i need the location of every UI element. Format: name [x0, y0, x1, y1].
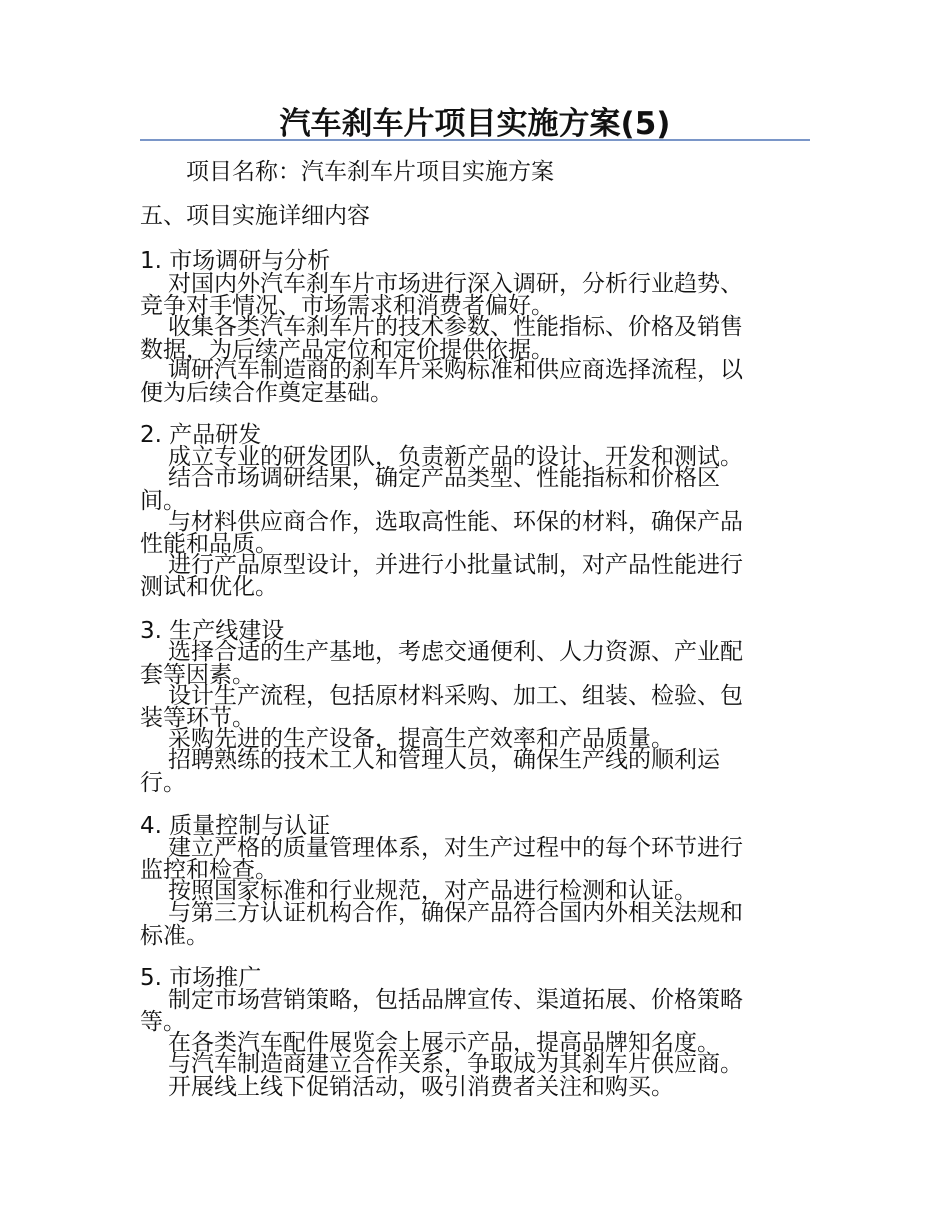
subsection-heading-2: 2. 产品研发 [140, 422, 262, 448]
paragraph-line: 结合市场调研结果，确定产品类型、性能指标和价格区 [168, 465, 720, 491]
paragraph-line: 标准。 [140, 923, 209, 949]
paragraph-line: 装等环节。 [140, 705, 255, 731]
paragraph-line: 建立严格的质量管理体系，对生产过程中的每个环节进行 [168, 835, 743, 861]
paragraph-line: 与第三方认证机构合作，确保产品符合国内外相关法规和 [168, 900, 743, 926]
paragraph-line: 套等因素。 [140, 662, 255, 688]
paragraph-line: 收集各类汽车刹车片的技术参数、性能指标、价格及销售 [168, 314, 743, 340]
paragraph-line: 数据，为后续产品定位和定价提供依据。 [140, 337, 554, 363]
paragraph-line: 进行产品原型设计，并进行小批量试制，对产品性能进行 [168, 552, 743, 578]
paragraph-line: 测试和优化。 [140, 574, 278, 600]
subsection-heading-4: 4. 质量控制与认证 [140, 813, 331, 839]
paragraph-line: 制定市场营销策略，包括品牌宣传、渠道拓展、价格策略 [168, 987, 743, 1013]
project-name: 项目名称：汽车刹车片项目实施方案 [186, 159, 554, 185]
subsection-heading-1: 1. 市场调研与分析 [140, 248, 331, 274]
title-underline [140, 139, 810, 141]
paragraph-line: 与材料供应商合作，选取高性能、环保的材料，确保产品 [168, 509, 743, 535]
paragraph-line: 按照国家标准和行业规范，对产品进行检测和认证。 [168, 878, 697, 904]
paragraph-line: 监控和检查。 [140, 857, 278, 883]
paragraph-line: 竞争对手情况、市场需求和消费者偏好。 [140, 293, 554, 319]
paragraph-line: 开展线上线下促销活动，吸引消费者关注和购买。 [168, 1074, 674, 1100]
paragraph-line: 设计生产流程，包括原材料采购、加工、组装、检验、包 [168, 683, 743, 709]
paragraph-line: 采购先进的生产设备，提高生产效率和产品质量。 [168, 726, 674, 752]
document-title: 汽车刹车片项目实施方案(5) [279, 106, 671, 142]
paragraph-line: 间。 [140, 488, 186, 514]
paragraph-line: 成立专业的研发团队，负责新产品的设计、开发和测试。 [168, 444, 743, 470]
subsection-heading-3: 3. 生产线建设 [140, 618, 285, 644]
paragraph-line: 等。 [140, 1009, 186, 1035]
paragraph-line: 与汽车制造商建立合作关系，争取成为其刹车片供应商。 [168, 1051, 743, 1077]
paragraph-line: 便为后续合作奠定基础。 [140, 380, 393, 406]
section-heading: 五、项目实施详细内容 [140, 203, 370, 229]
paragraph-line: 选择合适的生产基地，考虑交通便利、人力资源、产业配 [168, 639, 743, 665]
paragraph-line: 调研汽车制造商的刹车片采购标准和供应商选择流程，以 [168, 357, 743, 383]
paragraph-line: 性能和品质。 [140, 531, 278, 557]
paragraph-line: 对国内外汽车刹车片市场进行深入调研，分析行业趋势、 [168, 271, 743, 297]
paragraph-line: 在各类汽车配件展览会上展示产品，提高品牌知名度。 [168, 1030, 720, 1056]
paragraph-line: 招聘熟练的技术工人和管理人员，确保生产线的顺利运 [168, 747, 720, 773]
subsection-heading-5: 5. 市场推广 [140, 965, 262, 991]
paragraph-line: 行。 [140, 770, 186, 796]
